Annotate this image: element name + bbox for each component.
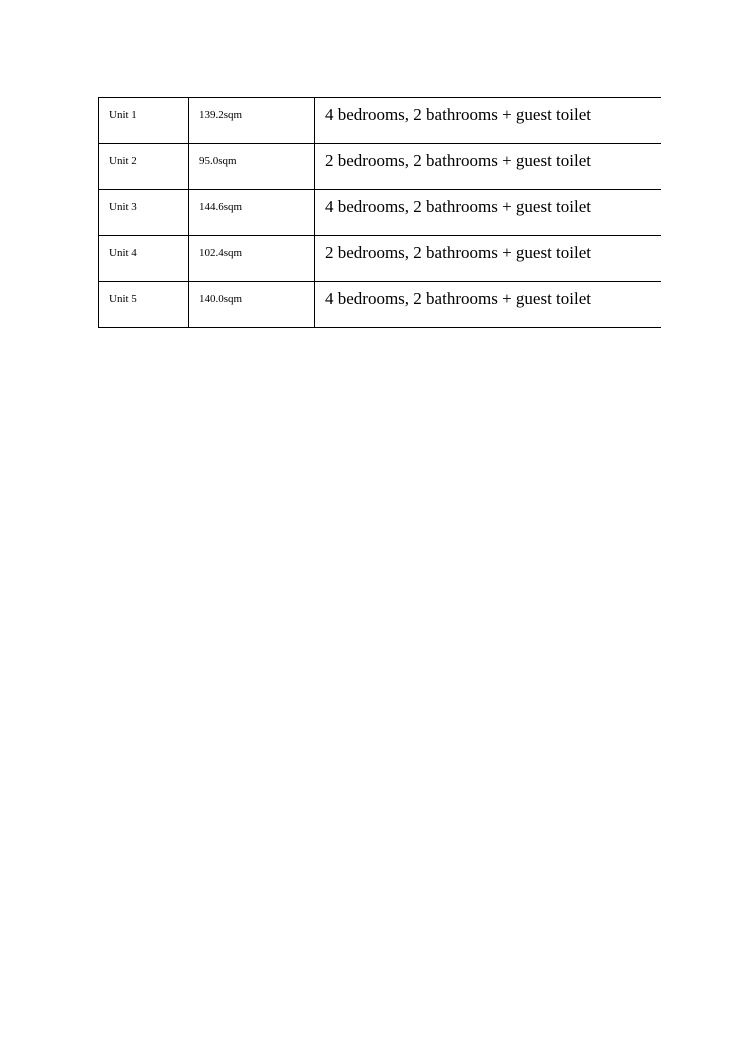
- unit-description: 4 bedrooms, 2 bathrooms + guest toilet: [325, 289, 591, 308]
- unit-cell: [99, 236, 189, 282]
- unit-description: 4 bedrooms, 2 bathrooms + guest toilet: [325, 197, 591, 216]
- unit-cell: [99, 282, 189, 328]
- table-row: [99, 236, 661, 282]
- unit-description: 2 bedrooms, 2 bathrooms + guest toilet: [325, 243, 591, 262]
- unit-name: Unit 3: [109, 201, 137, 213]
- unit-description: 2 bedrooms, 2 bathrooms + guest toilet: [325, 151, 591, 170]
- table-row: [99, 144, 661, 190]
- unit-cell: [99, 190, 189, 236]
- description-cell: [315, 144, 661, 190]
- unit-name: Unit 1: [109, 109, 137, 121]
- table-row: [99, 98, 661, 144]
- unit-description: 4 bedrooms, 2 bathrooms + guest toilet: [325, 105, 591, 124]
- unit-cell: [99, 98, 189, 144]
- description-cell: [315, 190, 661, 236]
- unit-cell: [99, 144, 189, 190]
- unit-area: 95.0sqm: [199, 155, 237, 167]
- unit-name: Unit 4: [109, 247, 137, 259]
- table-row: [99, 190, 661, 236]
- area-cell: [189, 144, 315, 190]
- unit-name: Unit 2: [109, 155, 137, 167]
- description-cell: [315, 236, 661, 282]
- unit-area: 140.0sqm: [199, 293, 243, 305]
- area-cell: [189, 98, 315, 144]
- table-row: [99, 282, 661, 328]
- unit-name: Unit 5: [109, 293, 137, 305]
- area-cell: [189, 190, 315, 236]
- unit-area: 102.4sqm: [199, 247, 243, 259]
- unit-area: 144.6sqm: [199, 201, 243, 213]
- unit-area: 139.2sqm: [199, 109, 243, 121]
- description-cell: [315, 98, 661, 144]
- area-cell: [189, 236, 315, 282]
- unit-table: [98, 97, 661, 328]
- area-cell: [189, 282, 315, 328]
- description-cell: [315, 282, 661, 328]
